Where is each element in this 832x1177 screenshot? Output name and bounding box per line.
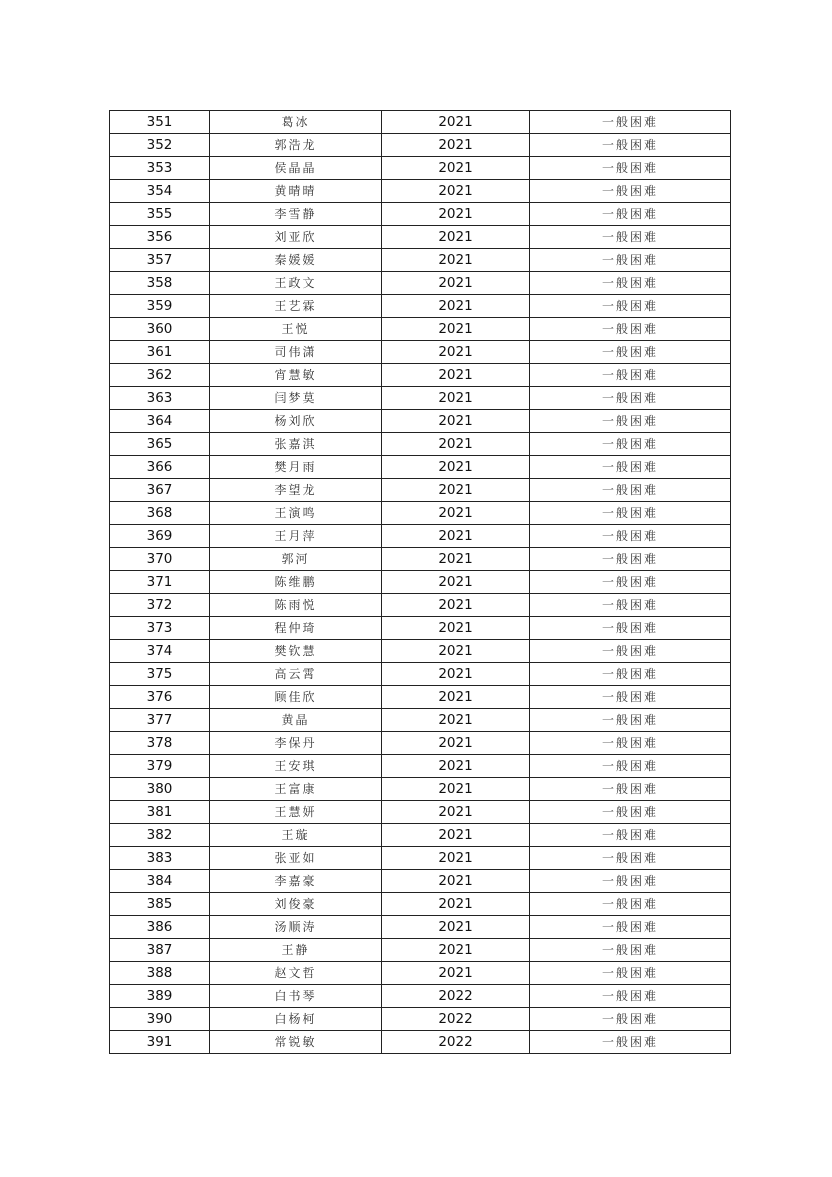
student-name: 白杨柯 bbox=[210, 1008, 382, 1031]
enrollment-year: 2021 bbox=[382, 732, 530, 755]
table-row bbox=[110, 732, 731, 755]
enrollment-year: 2021 bbox=[382, 387, 530, 410]
student-name: 秦媛媛 bbox=[210, 249, 382, 272]
enrollment-year: 2021 bbox=[382, 525, 530, 548]
row-number: 385 bbox=[110, 893, 210, 916]
table-row bbox=[110, 272, 731, 295]
row-number: 391 bbox=[110, 1031, 210, 1054]
row-number: 359 bbox=[110, 295, 210, 318]
difficulty-level: 一般困难 bbox=[530, 686, 731, 709]
enrollment-year: 2021 bbox=[382, 847, 530, 870]
row-number: 375 bbox=[110, 663, 210, 686]
enrollment-year: 2021 bbox=[382, 686, 530, 709]
student-name: 李嘉豪 bbox=[210, 870, 382, 893]
difficulty-level: 一般困难 bbox=[530, 732, 731, 755]
row-number: 376 bbox=[110, 686, 210, 709]
student-name: 程仲琦 bbox=[210, 617, 382, 640]
student-name: 侯晶晶 bbox=[210, 157, 382, 180]
row-number: 390 bbox=[110, 1008, 210, 1031]
student-name: 李望龙 bbox=[210, 479, 382, 502]
difficulty-level: 一般困难 bbox=[530, 847, 731, 870]
enrollment-year: 2021 bbox=[382, 778, 530, 801]
enrollment-year: 2022 bbox=[382, 985, 530, 1008]
enrollment-year: 2021 bbox=[382, 663, 530, 686]
difficulty-level: 一般困难 bbox=[530, 709, 731, 732]
table-row bbox=[110, 709, 731, 732]
row-number: 363 bbox=[110, 387, 210, 410]
enrollment-year: 2021 bbox=[382, 111, 530, 134]
row-number: 369 bbox=[110, 525, 210, 548]
row-number: 352 bbox=[110, 134, 210, 157]
table-row bbox=[110, 341, 731, 364]
student-name: 樊月雨 bbox=[210, 456, 382, 479]
enrollment-year: 2021 bbox=[382, 939, 530, 962]
enrollment-year: 2021 bbox=[382, 295, 530, 318]
enrollment-year: 2021 bbox=[382, 916, 530, 939]
difficulty-level: 一般困难 bbox=[530, 479, 731, 502]
table-row bbox=[110, 870, 731, 893]
enrollment-year: 2021 bbox=[382, 249, 530, 272]
enrollment-year: 2021 bbox=[382, 180, 530, 203]
table-row bbox=[110, 1031, 731, 1054]
row-number: 389 bbox=[110, 985, 210, 1008]
roster-table bbox=[109, 110, 731, 1054]
row-number: 364 bbox=[110, 410, 210, 433]
table-row bbox=[110, 640, 731, 663]
row-number: 386 bbox=[110, 916, 210, 939]
table-row bbox=[110, 410, 731, 433]
student-name: 白书琴 bbox=[210, 985, 382, 1008]
difficulty-level: 一般困难 bbox=[530, 939, 731, 962]
student-name: 王演鸣 bbox=[210, 502, 382, 525]
table-row bbox=[110, 755, 731, 778]
difficulty-level: 一般困难 bbox=[530, 640, 731, 663]
table-row bbox=[110, 364, 731, 387]
difficulty-level: 一般困难 bbox=[530, 318, 731, 341]
difficulty-level: 一般困难 bbox=[530, 916, 731, 939]
table-row bbox=[110, 318, 731, 341]
table-row bbox=[110, 916, 731, 939]
table-row bbox=[110, 203, 731, 226]
difficulty-level: 一般困难 bbox=[530, 824, 731, 847]
enrollment-year: 2021 bbox=[382, 801, 530, 824]
enrollment-year: 2021 bbox=[382, 755, 530, 778]
difficulty-level: 一般困难 bbox=[530, 985, 731, 1008]
difficulty-level: 一般困难 bbox=[530, 295, 731, 318]
enrollment-year: 2021 bbox=[382, 824, 530, 847]
difficulty-level: 一般困难 bbox=[530, 1008, 731, 1031]
student-name: 杨刘欣 bbox=[210, 410, 382, 433]
table-row bbox=[110, 1008, 731, 1031]
table-row bbox=[110, 249, 731, 272]
row-number: 365 bbox=[110, 433, 210, 456]
table-row bbox=[110, 433, 731, 456]
student-name: 刘俊豪 bbox=[210, 893, 382, 916]
table-row bbox=[110, 985, 731, 1008]
student-name: 黄晴晴 bbox=[210, 180, 382, 203]
table-row bbox=[110, 180, 731, 203]
enrollment-year: 2022 bbox=[382, 1008, 530, 1031]
enrollment-year: 2021 bbox=[382, 548, 530, 571]
enrollment-year: 2021 bbox=[382, 203, 530, 226]
student-name: 樊钦慧 bbox=[210, 640, 382, 663]
row-number: 388 bbox=[110, 962, 210, 985]
row-number: 360 bbox=[110, 318, 210, 341]
difficulty-level: 一般困难 bbox=[530, 203, 731, 226]
enrollment-year: 2021 bbox=[382, 709, 530, 732]
row-number: 361 bbox=[110, 341, 210, 364]
difficulty-level: 一般困难 bbox=[530, 456, 731, 479]
student-name: 顾佳欣 bbox=[210, 686, 382, 709]
table-row bbox=[110, 939, 731, 962]
row-number: 383 bbox=[110, 847, 210, 870]
table-row bbox=[110, 456, 731, 479]
student-name: 黄晶 bbox=[210, 709, 382, 732]
student-name: 李雪静 bbox=[210, 203, 382, 226]
student-name: 陈维鹏 bbox=[210, 571, 382, 594]
row-number: 367 bbox=[110, 479, 210, 502]
enrollment-year: 2021 bbox=[382, 226, 530, 249]
difficulty-level: 一般困难 bbox=[530, 801, 731, 824]
row-number: 373 bbox=[110, 617, 210, 640]
row-number: 377 bbox=[110, 709, 210, 732]
row-number: 381 bbox=[110, 801, 210, 824]
difficulty-level: 一般困难 bbox=[530, 571, 731, 594]
row-number: 358 bbox=[110, 272, 210, 295]
table-row bbox=[110, 525, 731, 548]
row-number: 356 bbox=[110, 226, 210, 249]
table-row bbox=[110, 479, 731, 502]
difficulty-level: 一般困难 bbox=[530, 433, 731, 456]
difficulty-level: 一般困难 bbox=[530, 617, 731, 640]
student-name: 王悦 bbox=[210, 318, 382, 341]
enrollment-year: 2021 bbox=[382, 502, 530, 525]
table-row bbox=[110, 134, 731, 157]
table-row bbox=[110, 847, 731, 870]
table-row bbox=[110, 548, 731, 571]
difficulty-level: 一般困难 bbox=[530, 548, 731, 571]
table-row bbox=[110, 893, 731, 916]
enrollment-year: 2021 bbox=[382, 318, 530, 341]
enrollment-year: 2021 bbox=[382, 433, 530, 456]
row-number: 362 bbox=[110, 364, 210, 387]
student-name: 高云霄 bbox=[210, 663, 382, 686]
row-number: 354 bbox=[110, 180, 210, 203]
student-name: 王璇 bbox=[210, 824, 382, 847]
difficulty-level: 一般困难 bbox=[530, 525, 731, 548]
table-row bbox=[110, 502, 731, 525]
student-name: 宵慧敏 bbox=[210, 364, 382, 387]
student-name: 刘亚欣 bbox=[210, 226, 382, 249]
student-name: 赵文哲 bbox=[210, 962, 382, 985]
row-number: 374 bbox=[110, 640, 210, 663]
difficulty-level: 一般困难 bbox=[530, 755, 731, 778]
table-row bbox=[110, 111, 731, 134]
row-number: 382 bbox=[110, 824, 210, 847]
difficulty-level: 一般困难 bbox=[530, 870, 731, 893]
table-row bbox=[110, 663, 731, 686]
table-row bbox=[110, 157, 731, 180]
difficulty-level: 一般困难 bbox=[530, 341, 731, 364]
student-name: 张嘉淇 bbox=[210, 433, 382, 456]
student-name: 王月萍 bbox=[210, 525, 382, 548]
student-name: 王政文 bbox=[210, 272, 382, 295]
difficulty-level: 一般困难 bbox=[530, 502, 731, 525]
row-number: 371 bbox=[110, 571, 210, 594]
difficulty-level: 一般困难 bbox=[530, 893, 731, 916]
table-row bbox=[110, 295, 731, 318]
difficulty-level: 一般困难 bbox=[530, 134, 731, 157]
enrollment-year: 2021 bbox=[382, 456, 530, 479]
row-number: 351 bbox=[110, 111, 210, 134]
table-row bbox=[110, 387, 731, 410]
difficulty-level: 一般困难 bbox=[530, 663, 731, 686]
student-name: 王慧妍 bbox=[210, 801, 382, 824]
enrollment-year: 2021 bbox=[382, 410, 530, 433]
table-row bbox=[110, 686, 731, 709]
difficulty-level: 一般困难 bbox=[530, 157, 731, 180]
difficulty-level: 一般困难 bbox=[530, 249, 731, 272]
difficulty-level: 一般困难 bbox=[530, 364, 731, 387]
student-name: 王安琪 bbox=[210, 755, 382, 778]
difficulty-level: 一般困难 bbox=[530, 226, 731, 249]
student-name: 张亚如 bbox=[210, 847, 382, 870]
enrollment-year: 2021 bbox=[382, 157, 530, 180]
difficulty-level: 一般困难 bbox=[530, 778, 731, 801]
student-name: 郭浩龙 bbox=[210, 134, 382, 157]
row-number: 384 bbox=[110, 870, 210, 893]
difficulty-level: 一般困难 bbox=[530, 180, 731, 203]
enrollment-year: 2021 bbox=[382, 893, 530, 916]
table-row bbox=[110, 962, 731, 985]
table-row bbox=[110, 617, 731, 640]
row-number: 370 bbox=[110, 548, 210, 571]
row-number: 368 bbox=[110, 502, 210, 525]
table-row bbox=[110, 226, 731, 249]
enrollment-year: 2021 bbox=[382, 134, 530, 157]
student-name: 葛冰 bbox=[210, 111, 382, 134]
row-number: 357 bbox=[110, 249, 210, 272]
row-number: 372 bbox=[110, 594, 210, 617]
row-number: 387 bbox=[110, 939, 210, 962]
difficulty-level: 一般困难 bbox=[530, 272, 731, 295]
student-name: 闫梦莫 bbox=[210, 387, 382, 410]
enrollment-year: 2021 bbox=[382, 962, 530, 985]
roster-body bbox=[110, 111, 731, 1054]
student-name: 常锐敏 bbox=[210, 1031, 382, 1054]
table-row bbox=[110, 571, 731, 594]
student-name: 郭河 bbox=[210, 548, 382, 571]
table-row bbox=[110, 801, 731, 824]
table-row bbox=[110, 824, 731, 847]
enrollment-year: 2021 bbox=[382, 594, 530, 617]
enrollment-year: 2021 bbox=[382, 272, 530, 295]
student-name: 王富康 bbox=[210, 778, 382, 801]
enrollment-year: 2021 bbox=[382, 341, 530, 364]
row-number: 353 bbox=[110, 157, 210, 180]
row-number: 378 bbox=[110, 732, 210, 755]
difficulty-level: 一般困难 bbox=[530, 1031, 731, 1054]
student-name: 司伟潇 bbox=[210, 341, 382, 364]
difficulty-level: 一般困难 bbox=[530, 111, 731, 134]
student-name: 陈雨悦 bbox=[210, 594, 382, 617]
row-number: 366 bbox=[110, 456, 210, 479]
row-number: 380 bbox=[110, 778, 210, 801]
row-number: 379 bbox=[110, 755, 210, 778]
student-name: 汤顺涛 bbox=[210, 916, 382, 939]
enrollment-year: 2021 bbox=[382, 479, 530, 502]
enrollment-year: 2021 bbox=[382, 870, 530, 893]
enrollment-year: 2022 bbox=[382, 1031, 530, 1054]
table-row bbox=[110, 594, 731, 617]
student-name: 王静 bbox=[210, 939, 382, 962]
difficulty-level: 一般困难 bbox=[530, 410, 731, 433]
student-name: 李保丹 bbox=[210, 732, 382, 755]
difficulty-level: 一般困难 bbox=[530, 594, 731, 617]
enrollment-year: 2021 bbox=[382, 364, 530, 387]
difficulty-level: 一般困难 bbox=[530, 387, 731, 410]
student-name: 王艺霖 bbox=[210, 295, 382, 318]
enrollment-year: 2021 bbox=[382, 571, 530, 594]
enrollment-year: 2021 bbox=[382, 617, 530, 640]
difficulty-level: 一般困难 bbox=[530, 962, 731, 985]
row-number: 355 bbox=[110, 203, 210, 226]
enrollment-year: 2021 bbox=[382, 640, 530, 663]
table-row bbox=[110, 778, 731, 801]
